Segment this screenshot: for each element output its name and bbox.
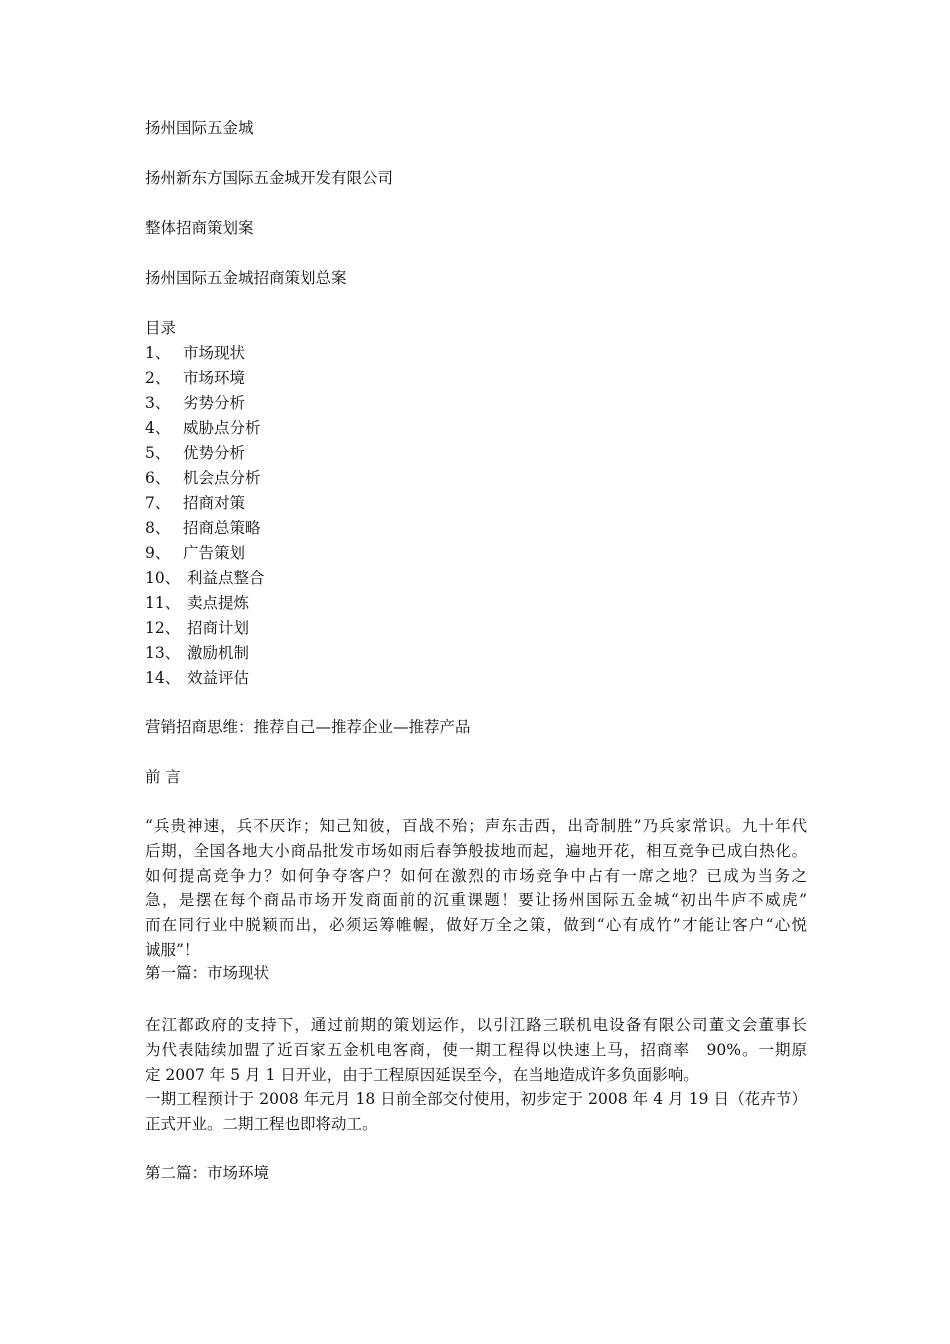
- toc-label: 招商总策略: [183, 519, 261, 537]
- toc-item: [145, 466, 261, 490]
- plan-subtitle: 整体招商策划案: [145, 219, 254, 237]
- chapter-1-line: 在江都政府的支持下，通过前期的策划运作，以引江路三联机电设备有限公司董文会董事长: [145, 1016, 807, 1034]
- preface-line: 如何提高竞争力？如何争夺客户？如何在激烈的市场竞争中占有一席之地？已成为当务之: [145, 866, 807, 885]
- toc-label: 效益评估: [187, 669, 250, 687]
- preface-line: “兵贵神速，兵不厌诈；知己知彼，百战不殆；声东击西，出奇制胜”乃兵家常识。九十年代: [145, 817, 807, 835]
- toc-number: 6、: [145, 469, 171, 487]
- toc-label: 招商对策: [183, 494, 246, 512]
- company-name: 扬州新东方国际五金城开发有限公司: [145, 169, 394, 187]
- toc-item: [145, 591, 249, 615]
- toc-number: 2、: [145, 369, 171, 387]
- toc-number: 5、: [145, 444, 171, 462]
- toc-number: 11、: [145, 594, 181, 612]
- toc-label: 利益点整合: [187, 569, 265, 587]
- toc-label: 招商计划: [187, 619, 250, 637]
- toc-item: [145, 366, 245, 390]
- chapter-1-paragraph: [145, 1013, 807, 1137]
- marketing-thinking: 营销招商思维：推荐自己—推荐企业—推荐产品: [145, 718, 471, 736]
- toc-number: 8、: [145, 519, 171, 537]
- toc-label: 激励机制: [187, 644, 250, 662]
- preface-line: 急，是摆在每个商品市场开发商面前的沉重课题！要让扬州国际五金城“初出牛庐不威虎”: [145, 891, 807, 910]
- toc-title: 目录: [145, 319, 177, 337]
- toc-item: [145, 666, 249, 690]
- toc-number: 9、: [145, 544, 171, 562]
- chapter-2-title: 第二篇：市场环境: [145, 1164, 270, 1182]
- toc-item: [145, 541, 245, 565]
- toc-label: 市场现状: [183, 344, 246, 362]
- toc-number: 10、: [145, 569, 181, 587]
- toc-number: 7、: [145, 494, 171, 512]
- toc-number: 1、: [145, 344, 171, 362]
- toc-label: 卖点提炼: [187, 594, 250, 612]
- toc-label: 市场环境: [183, 369, 246, 387]
- chapter-1-line: 一期工程预计于 2008 年元月 18 日前全部交付使用，初步定于 2008 年 4 月 19 日（花卉节）: [145, 1090, 807, 1109]
- chapter-1-line: 正式开业。二期工程也即将动工。: [145, 1115, 378, 1134]
- toc-number: 14、: [145, 669, 181, 687]
- toc-item: [145, 641, 249, 665]
- chapter-1-title: 第一篇：市场现状: [145, 964, 270, 982]
- toc-item: [145, 566, 265, 590]
- toc-item: [145, 416, 261, 440]
- toc-number: 4、: [145, 419, 171, 437]
- toc-number: 12、: [145, 619, 181, 637]
- toc-item: [145, 516, 261, 540]
- toc-item: [145, 491, 245, 515]
- plan-heading: 扬州国际五金城招商策划总案: [145, 269, 347, 287]
- chapter-1-line: 定 2007 年 5 月 1 日开业，由于工程原因延误至今，在当地造成许多负面影响。: [145, 1065, 699, 1084]
- preface-line: 诚服”！: [145, 940, 200, 959]
- toc-label: 优势分析: [183, 444, 246, 462]
- toc-number: 3、: [145, 394, 171, 412]
- toc-label: 机会点分析: [183, 469, 261, 487]
- toc-item: [145, 341, 245, 365]
- preface-paragraph: [145, 814, 807, 963]
- preface-line: 后期，全国各地大小商品批发市场如雨后春笋般拔地而起，遍地开花，相互竞争已成白热化。: [145, 841, 807, 860]
- toc-item: [145, 441, 245, 465]
- toc-number: 13、: [145, 644, 181, 662]
- doc-title: 扬州国际五金城: [145, 119, 254, 137]
- toc-item: [145, 391, 245, 415]
- chapter-1-line: 为代表陆续加盟了近百家五金机电客商，使一期工程得以快速上马，招商率 90%。一期原: [145, 1040, 807, 1059]
- toc-label: 劣势分析: [183, 394, 246, 412]
- preface-line: 而在同行业中脱颖而出，必须运筹帷幄，做好万全之策，做到“心有成竹”才能让客户“心悦: [145, 916, 807, 935]
- preface-title: 前 言: [145, 768, 181, 786]
- toc-label: 广告策划: [183, 544, 246, 562]
- toc-item: [145, 616, 249, 640]
- toc-label: 威胁点分析: [183, 419, 261, 437]
